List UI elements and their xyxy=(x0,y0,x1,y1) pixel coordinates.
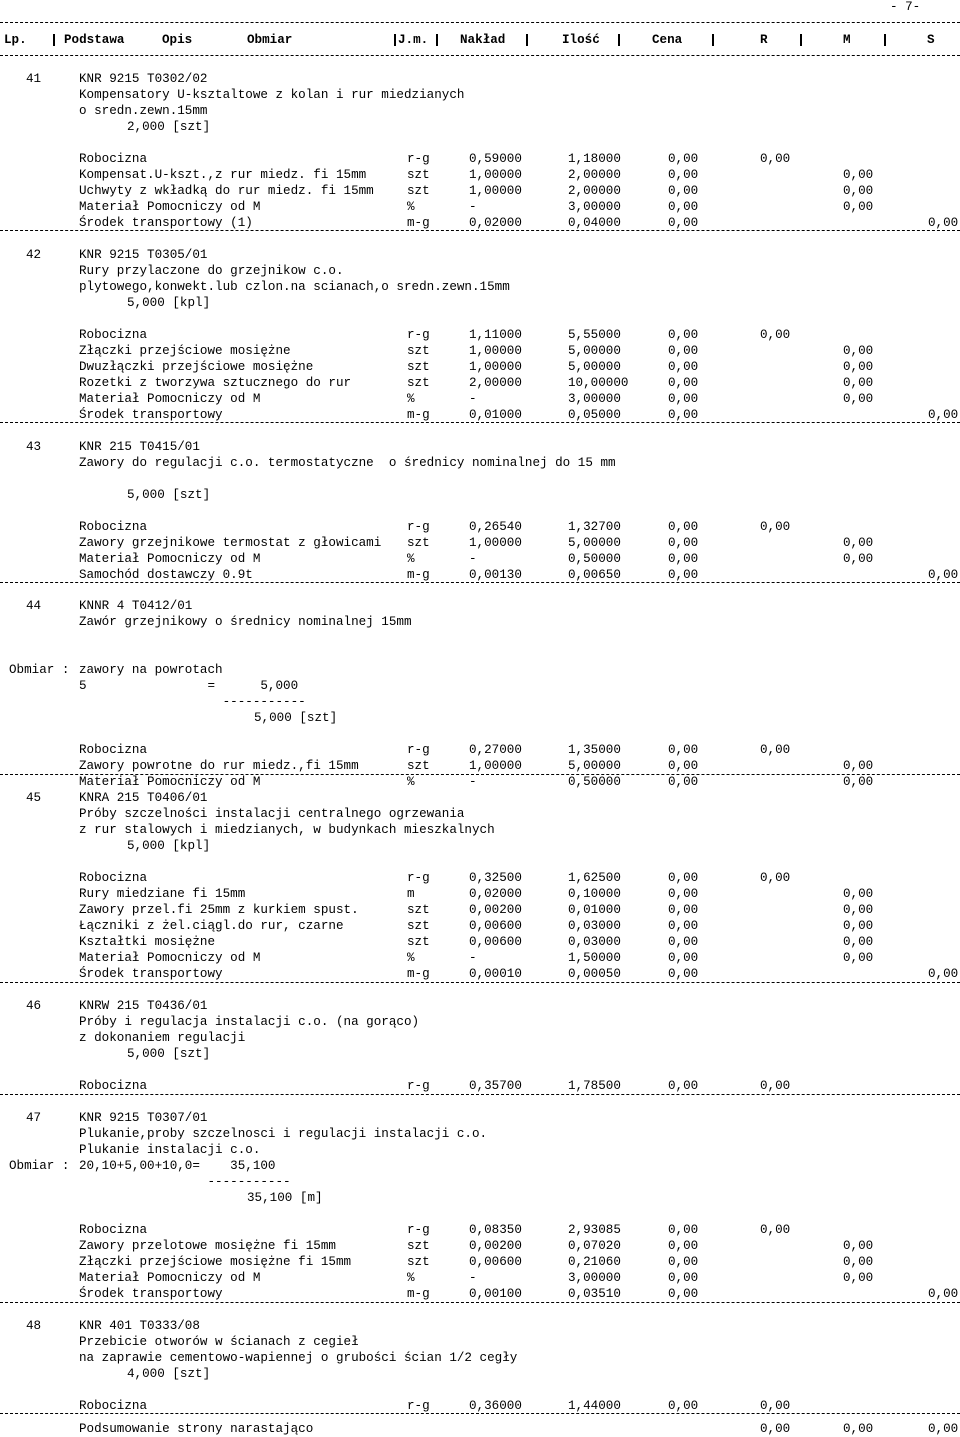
item-code: KNR 9215 T0302/02 xyxy=(79,72,208,86)
obmiar-label: Obmiar : xyxy=(9,663,70,677)
header-m: M xyxy=(843,33,851,47)
resource-ilosc: 1,78500 xyxy=(568,1079,621,1093)
resource-ilosc: 3,00000 xyxy=(568,392,621,406)
resource-naklad: 0,00200 xyxy=(469,1239,522,1253)
resource-ilosc: 3,00000 xyxy=(568,1271,621,1285)
resource-m: 0,00 xyxy=(843,1271,874,1285)
resource-name: Robocizna xyxy=(79,871,148,885)
resource-name: Robocizna xyxy=(79,520,148,534)
header-separator xyxy=(53,34,55,46)
resource-name: Zawory przelotowe mosiężne fi 15mm xyxy=(79,1239,336,1253)
item-description: na zaprawie cementowo-wapiennej o grubości ścian 1/2 cegły xyxy=(79,1351,518,1365)
header-separator xyxy=(436,34,438,46)
obmiar-line: ----------- xyxy=(79,1175,291,1189)
resource-cena: 0,00 xyxy=(668,184,699,198)
resource-name: Kształtki mosiężne xyxy=(79,935,216,949)
resource-name: Zawory powrotne do rur miedz.,fi 15mm xyxy=(79,759,359,773)
item-quantity: 5,000 [szt] xyxy=(127,1047,211,1061)
resource-ilosc: 5,00000 xyxy=(568,536,621,550)
resource-naklad: 1,00000 xyxy=(469,184,522,198)
resource-ilosc: 0,00650 xyxy=(568,568,621,582)
resource-unit: m xyxy=(407,887,415,901)
resource-cena: 0,00 xyxy=(668,903,699,917)
resource-ilosc: 0,05000 xyxy=(568,408,621,422)
resource-unit: szt xyxy=(407,1255,430,1269)
resource-r: 0,00 xyxy=(760,871,791,885)
item-description: Przebicie otworów w ścianach z cegieł xyxy=(79,1335,359,1349)
obmiar-line: ----------- xyxy=(79,695,306,709)
resource-m: 0,00 xyxy=(843,392,874,406)
resource-naklad: 0,00600 xyxy=(469,919,522,933)
resource-unit: szt xyxy=(407,536,430,550)
header-bottom-rule xyxy=(0,55,960,56)
item-number: 44 xyxy=(26,599,42,613)
resource-name: Materiał Pomocniczy od M xyxy=(79,392,261,406)
resource-m: 0,00 xyxy=(843,775,874,789)
resource-s: 0,00 xyxy=(928,408,959,422)
item-description: Rury przylaczone do grzejnikow c.o. xyxy=(79,264,344,278)
resource-naklad: 1,00000 xyxy=(469,536,522,550)
resource-ilosc: 5,55000 xyxy=(568,328,621,342)
resource-cena: 0,00 xyxy=(668,1399,699,1413)
obmiar-label: Obmiar : xyxy=(9,1159,70,1173)
resource-ilosc: 0,04000 xyxy=(568,216,621,230)
resource-cena: 0,00 xyxy=(668,1079,699,1093)
resource-name: Środek transportowy xyxy=(79,967,223,981)
resource-unit: szt xyxy=(407,935,430,949)
item-description: Zawory do regulacji c.o. termostatyczne o średnicy nominalnej do 15 mm xyxy=(79,456,616,470)
item-description: z rur stalowych i miedzianych, w budynkach mieszkalnych xyxy=(79,823,495,837)
resource-naklad: 0,00100 xyxy=(469,1287,522,1301)
resource-m: 0,00 xyxy=(843,1255,874,1269)
resource-unit: % xyxy=(407,951,415,965)
item-code: KNRA 215 T0406/01 xyxy=(79,791,208,805)
resource-unit: szt xyxy=(407,168,430,182)
resource-name: Złączki przejściowe mosiężne xyxy=(79,344,291,358)
header-opis: Opis xyxy=(162,33,193,47)
resource-cena: 0,00 xyxy=(668,775,699,789)
item-code: KNR 215 T0415/01 xyxy=(79,440,200,454)
resource-cena: 0,00 xyxy=(668,1223,699,1237)
resource-m: 0,00 xyxy=(843,759,874,773)
resource-m: 0,00 xyxy=(843,184,874,198)
resource-naklad: 0,02000 xyxy=(469,887,522,901)
resource-ilosc: 0,03000 xyxy=(568,935,621,949)
resource-ilosc: 0,00050 xyxy=(568,967,621,981)
item-quantity: 4,000 [szt] xyxy=(127,1367,211,1381)
resource-name: Środek transportowy (1) xyxy=(79,216,253,230)
header-separator xyxy=(618,34,620,46)
resource-unit: r-g xyxy=(407,1079,430,1093)
resource-name: Robocizna xyxy=(79,1079,148,1093)
resource-name: Środek transportowy xyxy=(79,1287,223,1301)
item-quantity: 5,000 [kpl] xyxy=(127,839,211,853)
page-summary-s: 0,00 xyxy=(928,1422,959,1436)
resource-m: 0,00 xyxy=(843,360,874,374)
resource-name: Środek transportowy xyxy=(79,408,223,422)
resource-unit: r-g xyxy=(407,328,430,342)
resource-ilosc: 1,18000 xyxy=(568,152,621,166)
resource-name: Robocizna xyxy=(79,328,148,342)
resource-r: 0,00 xyxy=(760,1399,791,1413)
resource-naklad: 0,36000 xyxy=(469,1399,522,1413)
resource-cena: 0,00 xyxy=(668,408,699,422)
resource-unit: r-g xyxy=(407,1223,430,1237)
resource-unit: szt xyxy=(407,903,430,917)
resource-cena: 0,00 xyxy=(668,919,699,933)
resource-naklad: - xyxy=(469,1271,477,1285)
header-r: R xyxy=(760,33,768,47)
resource-ilosc: 0,07020 xyxy=(568,1239,621,1253)
resource-name: Dwuzłączki przejściowe mosiężne xyxy=(79,360,314,374)
resource-cena: 0,00 xyxy=(668,552,699,566)
resource-m: 0,00 xyxy=(843,536,874,550)
header-separator xyxy=(712,34,714,46)
resource-naklad: 2,00000 xyxy=(469,376,522,390)
resource-naklad: 0,08350 xyxy=(469,1223,522,1237)
resource-r: 0,00 xyxy=(760,743,791,757)
resource-ilosc: 2,00000 xyxy=(568,168,621,182)
header-top-rule xyxy=(0,22,960,23)
item-quantity: 5,000 [szt] xyxy=(254,711,338,725)
resource-cena: 0,00 xyxy=(668,216,699,230)
item-separator-rule xyxy=(0,774,960,775)
resource-name: Kompensat.U-kszt.,z rur miedz. fi 15mm xyxy=(79,168,367,182)
resource-name: Materiał Pomocniczy od M xyxy=(79,200,261,214)
resource-naklad: 1,11000 xyxy=(469,328,522,342)
item-number: 46 xyxy=(26,999,42,1013)
item-code: KNR 401 T0333/08 xyxy=(79,1319,200,1333)
item-number: 43 xyxy=(26,440,42,454)
resource-name: Zawory grzejnikowe termostat z głowicami xyxy=(79,536,382,550)
header-separator xyxy=(800,34,802,46)
resource-name: Łączniki z żel.ciągl.do rur, czarne xyxy=(79,919,344,933)
item-number: 41 xyxy=(26,72,42,86)
resource-m: 0,00 xyxy=(843,951,874,965)
resource-name: Robocizna xyxy=(79,743,148,757)
resource-ilosc: 3,00000 xyxy=(568,200,621,214)
resource-naklad: 0,00010 xyxy=(469,967,522,981)
resource-naklad: - xyxy=(469,392,477,406)
resource-name: Samochód dostawczy 0.9t xyxy=(79,568,253,582)
resource-ilosc: 0,01000 xyxy=(568,903,621,917)
resource-cena: 0,00 xyxy=(668,568,699,582)
resource-unit: % xyxy=(407,775,415,789)
page-summary-m: 0,00 xyxy=(843,1422,874,1436)
resource-cena: 0,00 xyxy=(668,871,699,885)
resource-naklad: 0,59000 xyxy=(469,152,522,166)
resource-unit: m-g xyxy=(407,967,430,981)
item-code: KNRW 215 T0436/01 xyxy=(79,999,208,1013)
resource-cena: 0,00 xyxy=(668,887,699,901)
resource-ilosc: 0,50000 xyxy=(568,552,621,566)
resource-naklad: 1,00000 xyxy=(469,344,522,358)
resource-unit: r-g xyxy=(407,871,430,885)
resource-cena: 0,00 xyxy=(668,360,699,374)
resource-naklad: 0,27000 xyxy=(469,743,522,757)
header-naklad: Nakład xyxy=(460,33,506,47)
resource-naklad: 0,02000 xyxy=(469,216,522,230)
item-quantity: 2,000 [szt] xyxy=(127,120,211,134)
item-number: 42 xyxy=(26,248,42,262)
resource-m: 0,00 xyxy=(843,887,874,901)
resource-naklad: 1,00000 xyxy=(469,360,522,374)
resource-name: Robocizna xyxy=(79,152,148,166)
resource-ilosc: 1,35000 xyxy=(568,743,621,757)
resource-ilosc: 5,00000 xyxy=(568,759,621,773)
resource-s: 0,00 xyxy=(928,967,959,981)
resource-unit: % xyxy=(407,200,415,214)
resource-cena: 0,00 xyxy=(668,168,699,182)
resource-m: 0,00 xyxy=(843,935,874,949)
item-separator-rule xyxy=(0,1302,960,1303)
resource-m: 0,00 xyxy=(843,1239,874,1253)
item-code: KNR 9215 T0307/01 xyxy=(79,1111,208,1125)
resource-naklad: 1,00000 xyxy=(469,759,522,773)
resource-naklad: 0,00600 xyxy=(469,935,522,949)
resource-naklad: 0,01000 xyxy=(469,408,522,422)
resource-unit: % xyxy=(407,392,415,406)
resource-ilosc: 5,00000 xyxy=(568,344,621,358)
item-description: Plukanie instalacji c.o. xyxy=(79,1143,261,1157)
item-separator-rule xyxy=(0,422,960,423)
resource-name: Zawory przel.fi 25mm z kurkiem spust. xyxy=(79,903,359,917)
resource-name: Materiał Pomocniczy od M xyxy=(79,1271,261,1285)
item-description: Próby i regulacja instalacji c.o. (na gorąco) xyxy=(79,1015,420,1029)
item-separator-rule xyxy=(0,982,960,983)
item-number: 47 xyxy=(26,1111,42,1125)
resource-naklad: 0,35700 xyxy=(469,1079,522,1093)
resource-name: Rury miedziane fi 15mm xyxy=(79,887,246,901)
item-description: Próby szczelności instalacji centralnego ogrzewania xyxy=(79,807,465,821)
item-description: o sredn.zewn.15mm xyxy=(79,104,208,118)
item-quantity: 5,000 [kpl] xyxy=(127,296,211,310)
obmiar-line: 5 = 5,000 xyxy=(79,679,299,693)
item-description: Kompensatory U-ksztaltowe z kolan i rur miedzianych xyxy=(79,88,465,102)
resource-s: 0,00 xyxy=(928,216,959,230)
resource-cena: 0,00 xyxy=(668,1239,699,1253)
resource-unit: szt xyxy=(407,1239,430,1253)
resource-ilosc: 1,62500 xyxy=(568,871,621,885)
resource-cena: 0,00 xyxy=(668,200,699,214)
resource-unit: szt xyxy=(407,344,430,358)
resource-cena: 0,00 xyxy=(668,536,699,550)
obmiar-line: zawory na powrotach xyxy=(79,663,223,677)
item-description: Zawór grzejnikowy o średnicy nominalnej 15mm xyxy=(79,615,412,629)
resource-ilosc: 0,50000 xyxy=(568,775,621,789)
header-ilosc: Ilość xyxy=(562,33,600,47)
resource-unit: % xyxy=(407,1271,415,1285)
resource-m: 0,00 xyxy=(843,376,874,390)
resource-m: 0,00 xyxy=(843,919,874,933)
resource-name: Złączki przejściowe mosiężne fi 15mm xyxy=(79,1255,352,1269)
header-lp: Lp. xyxy=(4,33,27,47)
resource-name: Rozetki z tworzywa sztucznego do rur xyxy=(79,376,352,390)
resource-unit: % xyxy=(407,552,415,566)
resource-ilosc: 1,32700 xyxy=(568,520,621,534)
resource-cena: 0,00 xyxy=(668,1271,699,1285)
item-code: KNNR 4 T0412/01 xyxy=(79,599,193,613)
resource-unit: m-g xyxy=(407,216,430,230)
resource-naklad: 0,00200 xyxy=(469,903,522,917)
header-separator xyxy=(884,34,886,46)
resource-ilosc: 5,00000 xyxy=(568,360,621,374)
item-separator-rule xyxy=(0,1413,960,1414)
item-description: Plukanie,proby szczelnosci i regulacji instalacji c.o. xyxy=(79,1127,488,1141)
resource-unit: szt xyxy=(407,919,430,933)
resource-unit: szt xyxy=(407,759,430,773)
resource-cena: 0,00 xyxy=(668,344,699,358)
resource-ilosc: 2,00000 xyxy=(568,184,621,198)
resource-unit: m-g xyxy=(407,568,430,582)
resource-name: Robocizna xyxy=(79,1223,148,1237)
header-podstawa: Podstawa xyxy=(64,33,125,47)
resource-unit: r-g xyxy=(407,520,430,534)
resource-cena: 0,00 xyxy=(668,967,699,981)
resource-cena: 0,00 xyxy=(668,1287,699,1301)
resource-ilosc: 0,21060 xyxy=(568,1255,621,1269)
resource-ilosc: 1,44000 xyxy=(568,1399,621,1413)
page-number: - 7- xyxy=(890,0,921,14)
resource-unit: szt xyxy=(407,184,430,198)
obmiar-line: 20,10+5,00+10,0= 35,100 xyxy=(79,1159,276,1173)
resource-r: 0,00 xyxy=(760,152,791,166)
resource-unit: szt xyxy=(407,360,430,374)
resource-ilosc: 2,93085 xyxy=(568,1223,621,1237)
resource-cena: 0,00 xyxy=(668,328,699,342)
item-number: 48 xyxy=(26,1319,42,1333)
resource-ilosc: 10,00000 xyxy=(568,376,629,390)
resource-ilosc: 0,03000 xyxy=(568,919,621,933)
resource-unit: m-g xyxy=(407,1287,430,1301)
resource-name: Robocizna xyxy=(79,1399,148,1413)
resource-ilosc: 0,10000 xyxy=(568,887,621,901)
page-summary-label: Podsumowanie strony narastająco xyxy=(79,1422,314,1436)
resource-naklad: - xyxy=(469,951,477,965)
resource-cena: 0,00 xyxy=(668,935,699,949)
resource-cena: 0,00 xyxy=(668,951,699,965)
item-quantity: 35,100 [m] xyxy=(247,1191,323,1205)
resource-unit: szt xyxy=(407,376,430,390)
header-obmiar: Obmiar xyxy=(247,33,293,47)
header-s: S xyxy=(927,33,935,47)
header-separator xyxy=(526,34,528,46)
resource-name: Uchwyty z wkładką do rur miedz. fi 15mm xyxy=(79,184,374,198)
item-description: plytowego,konwekt.lub czlon.na scianach,o sredn.zewn.15mm xyxy=(79,280,510,294)
resource-unit: r-g xyxy=(407,743,430,757)
resource-m: 0,00 xyxy=(843,200,874,214)
resource-name: Materiał Pomocniczy od M xyxy=(79,951,261,965)
header-jm: J.m. xyxy=(398,33,429,47)
item-separator-rule xyxy=(0,582,960,583)
resource-naklad: - xyxy=(469,200,477,214)
resource-ilosc: 0,03510 xyxy=(568,1287,621,1301)
resource-cena: 0,00 xyxy=(668,392,699,406)
resource-cena: 0,00 xyxy=(668,520,699,534)
header-cena: Cena xyxy=(652,33,683,47)
item-quantity: 5,000 [szt] xyxy=(127,488,211,502)
item-separator-rule xyxy=(0,1094,960,1095)
resource-unit: r-g xyxy=(407,1399,430,1413)
page-summary-r: 0,00 xyxy=(760,1422,791,1436)
resource-naklad: 0,26540 xyxy=(469,520,522,534)
resource-r: 0,00 xyxy=(760,520,791,534)
header-separator xyxy=(394,34,396,46)
item-code: KNR 9215 T0305/01 xyxy=(79,248,208,262)
resource-r: 0,00 xyxy=(760,1223,791,1237)
resource-m: 0,00 xyxy=(843,168,874,182)
resource-unit: r-g xyxy=(407,152,430,166)
resource-s: 0,00 xyxy=(928,568,959,582)
resource-naklad: 0,00600 xyxy=(469,1255,522,1269)
resource-name: Materiał Pomocniczy od M xyxy=(79,775,261,789)
resource-r: 0,00 xyxy=(760,1079,791,1093)
resource-naklad: 0,00130 xyxy=(469,568,522,582)
resource-naklad: 0,32500 xyxy=(469,871,522,885)
resource-cena: 0,00 xyxy=(668,743,699,757)
item-separator-rule xyxy=(0,230,960,231)
resource-s: 0,00 xyxy=(928,1287,959,1301)
item-number: 45 xyxy=(26,791,42,805)
resource-naklad: 1,00000 xyxy=(469,168,522,182)
resource-name: Materiał Pomocniczy od M xyxy=(79,552,261,566)
resource-m: 0,00 xyxy=(843,344,874,358)
resource-naklad: - xyxy=(469,552,477,566)
resource-m: 0,00 xyxy=(843,552,874,566)
resource-r: 0,00 xyxy=(760,328,791,342)
resource-cena: 0,00 xyxy=(668,1255,699,1269)
resource-cena: 0,00 xyxy=(668,152,699,166)
item-description: z dokonaniem regulacji xyxy=(79,1031,246,1045)
resource-naklad: - xyxy=(469,775,477,789)
resource-m: 0,00 xyxy=(843,903,874,917)
resource-cena: 0,00 xyxy=(668,376,699,390)
resource-ilosc: 1,50000 xyxy=(568,951,621,965)
resource-unit: m-g xyxy=(407,408,430,422)
resource-cena: 0,00 xyxy=(668,759,699,773)
